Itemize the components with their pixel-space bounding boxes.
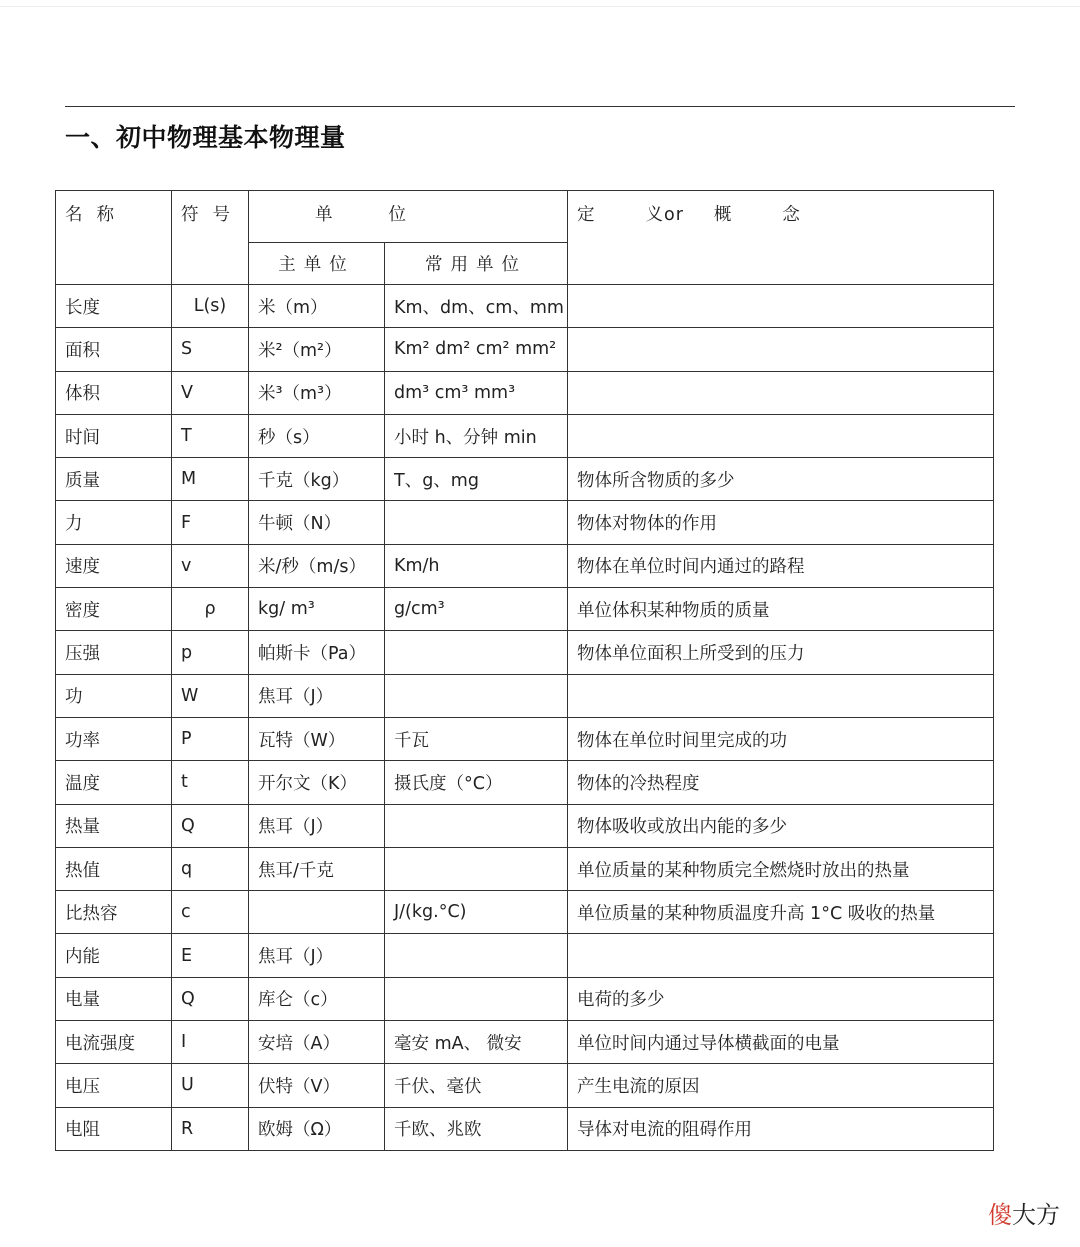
table-row [56,285,994,328]
header-unit-label: 单位 [315,205,462,225]
table-row [56,717,994,760]
cell-symbol: V [172,371,249,414]
cell-main-unit: 牛顿（N） [249,501,385,544]
cell-name: 体积 [56,371,172,414]
cell-common-unit: Km、dm、cm、mm [385,285,568,328]
cell-definition: 单位时间内通过导体横截面的电量 [568,1021,994,1064]
cell-symbol: p [172,631,249,674]
cell-main-unit: 瓦特（W） [249,717,385,760]
cell-definition: 物体在单位时间里完成的功 [568,717,994,760]
cell-symbol: T [172,414,249,457]
cell-definition [568,371,994,414]
cell-definition: 产生电流的原因 [568,1064,994,1107]
cell-main-unit: 千克（kg） [249,458,385,501]
cell-common-unit [385,977,568,1020]
cell-name: 长度 [56,285,172,328]
watermark-rest: 大方 [1012,1201,1060,1229]
cell-symbol: Q [172,804,249,847]
cell-main-unit: 伏特（V） [249,1064,385,1107]
table-row [56,458,994,501]
cell-main-unit: 开尔文（K） [249,761,385,804]
cell-name: 密度 [56,588,172,631]
cell-common-unit: 千欧、兆欧 [385,1107,568,1150]
cell-name: 功率 [56,717,172,760]
cell-main-unit: 安培（A） [249,1021,385,1064]
cell-common-unit [385,501,568,544]
cell-main-unit: 库仑（c） [249,977,385,1020]
cell-main-unit: 帕斯卡（Pa） [249,631,385,674]
cell-common-unit: J/(kg.°C) [385,891,568,934]
cell-symbol: M [172,458,249,501]
cell-symbol: c [172,891,249,934]
cell-main-unit: 焦耳（J） [249,674,385,717]
table-row [56,371,994,414]
cell-main-unit [249,891,385,934]
cell-name: 热值 [56,847,172,890]
table-row [56,934,994,977]
cell-definition [568,934,994,977]
table-row [56,761,994,804]
cell-common-unit: Km/h [385,544,568,587]
table-header-row [56,191,994,243]
cell-common-unit: 毫安 mA、 微安 [385,1021,568,1064]
watermark-logo [988,1195,1060,1230]
cell-symbol: E [172,934,249,977]
header-rule [65,106,1015,107]
table-row [56,977,994,1020]
cell-symbol: q [172,847,249,890]
cell-main-unit: 米/秒（m/s） [249,544,385,587]
header-definition-d: 念 [782,205,801,225]
cell-main-unit: 米（m） [249,285,385,328]
cell-common-unit [385,674,568,717]
cell-name: 比热容 [56,891,172,934]
table-row [56,328,994,371]
section-heading: 一、初中物理基本物理量 [65,123,346,152]
header-definition-a: 定 [577,205,596,225]
cell-common-unit [385,804,568,847]
table-row [56,1107,994,1150]
cell-name: 电流强度 [56,1021,172,1064]
cell-main-unit: 米²（m²） [249,328,385,371]
cell-definition: 单位质量的某种物质温度升高 1°C 吸收的热量 [568,891,994,934]
table-row [56,588,994,631]
cell-main-unit: 米³（m³） [249,371,385,414]
cell-symbol: ρ [172,588,249,631]
cell-definition: 导体对电流的阻碍作用 [568,1107,994,1150]
cell-common-unit: T、g、mg [385,458,568,501]
cell-main-unit: 焦耳（J） [249,804,385,847]
cell-name: 电量 [56,977,172,1020]
cell-definition: 电荷的多少 [568,977,994,1020]
cell-definition: 物体对物体的作用 [568,501,994,544]
cell-name: 压强 [56,631,172,674]
cell-definition [568,674,994,717]
cell-common-unit: 摄氏度（°C） [385,761,568,804]
table-row [56,804,994,847]
cell-name: 功 [56,674,172,717]
cell-symbol: t [172,761,249,804]
cell-symbol: Q [172,977,249,1020]
table-row [56,1064,994,1107]
cell-common-unit: 千瓦 [385,717,568,760]
table-row [56,674,994,717]
table-row [56,631,994,674]
table-row [56,1021,994,1064]
header-common-unit: 常用单位 [385,243,568,285]
table-row [56,544,994,587]
cell-definition: 物体单位面积上所受到的压力 [568,631,994,674]
header-symbol: 符号 [172,191,249,285]
cell-main-unit: 欧姆（Ω） [249,1107,385,1150]
cell-symbol: U [172,1064,249,1107]
cell-common-unit: g/cm³ [385,588,568,631]
cell-definition [568,285,994,328]
header-definition-c: 概 [713,205,733,225]
cell-definition [568,328,994,371]
cell-symbol: P [172,717,249,760]
header-name: 名称 [56,191,172,285]
cell-symbol: L(s) [172,285,249,328]
cell-main-unit: kg/ m³ [249,588,385,631]
table-row [56,891,994,934]
cell-name: 面积 [56,328,172,371]
cell-name: 速度 [56,544,172,587]
header-main-unit: 主单位 [249,243,385,285]
cell-symbol: S [172,328,249,371]
header-unit [249,191,568,243]
cell-definition: 单位体积某种物质的质量 [568,588,994,631]
cell-main-unit: 焦耳（J） [249,934,385,977]
cell-definition [568,414,994,457]
cell-definition: 物体吸收或放出内能的多少 [568,804,994,847]
cell-main-unit: 秒（s） [249,414,385,457]
cell-common-unit [385,847,568,890]
cell-main-unit: 焦耳/千克 [249,847,385,890]
watermark-first-char: 傻 [988,1201,1012,1229]
header-definition [568,191,994,285]
cell-name: 时间 [56,414,172,457]
cell-symbol: R [172,1107,249,1150]
cell-symbol: I [172,1021,249,1064]
table-row [56,414,994,457]
cell-common-unit: dm³ cm³ mm³ [385,371,568,414]
cell-name: 力 [56,501,172,544]
cell-common-unit [385,631,568,674]
cell-symbol: W [172,674,249,717]
cell-name: 质量 [56,458,172,501]
cell-definition: 物体在单位时间内通过的路程 [568,544,994,587]
cell-symbol: v [172,544,249,587]
cell-common-unit [385,934,568,977]
cell-name: 内能 [56,934,172,977]
table-row [56,501,994,544]
top-edge-line [0,6,1080,7]
cell-symbol: F [172,501,249,544]
cell-definition: 单位质量的某种物质完全燃烧时放出的热量 [568,847,994,890]
cell-name: 电阻 [56,1107,172,1150]
cell-definition: 物体的冷热程度 [568,761,994,804]
header-definition-b: 义or [645,205,684,225]
cell-common-unit: Km² dm² cm² mm² [385,328,568,371]
cell-definition: 物体所含物质的多少 [568,458,994,501]
cell-name: 温度 [56,761,172,804]
cell-name: 电压 [56,1064,172,1107]
cell-common-unit: 小时 h、分钟 min [385,414,568,457]
cell-name: 热量 [56,804,172,847]
physics-quantity-table [55,190,994,1151]
table-row [56,847,994,890]
cell-common-unit: 千伏、毫伏 [385,1064,568,1107]
